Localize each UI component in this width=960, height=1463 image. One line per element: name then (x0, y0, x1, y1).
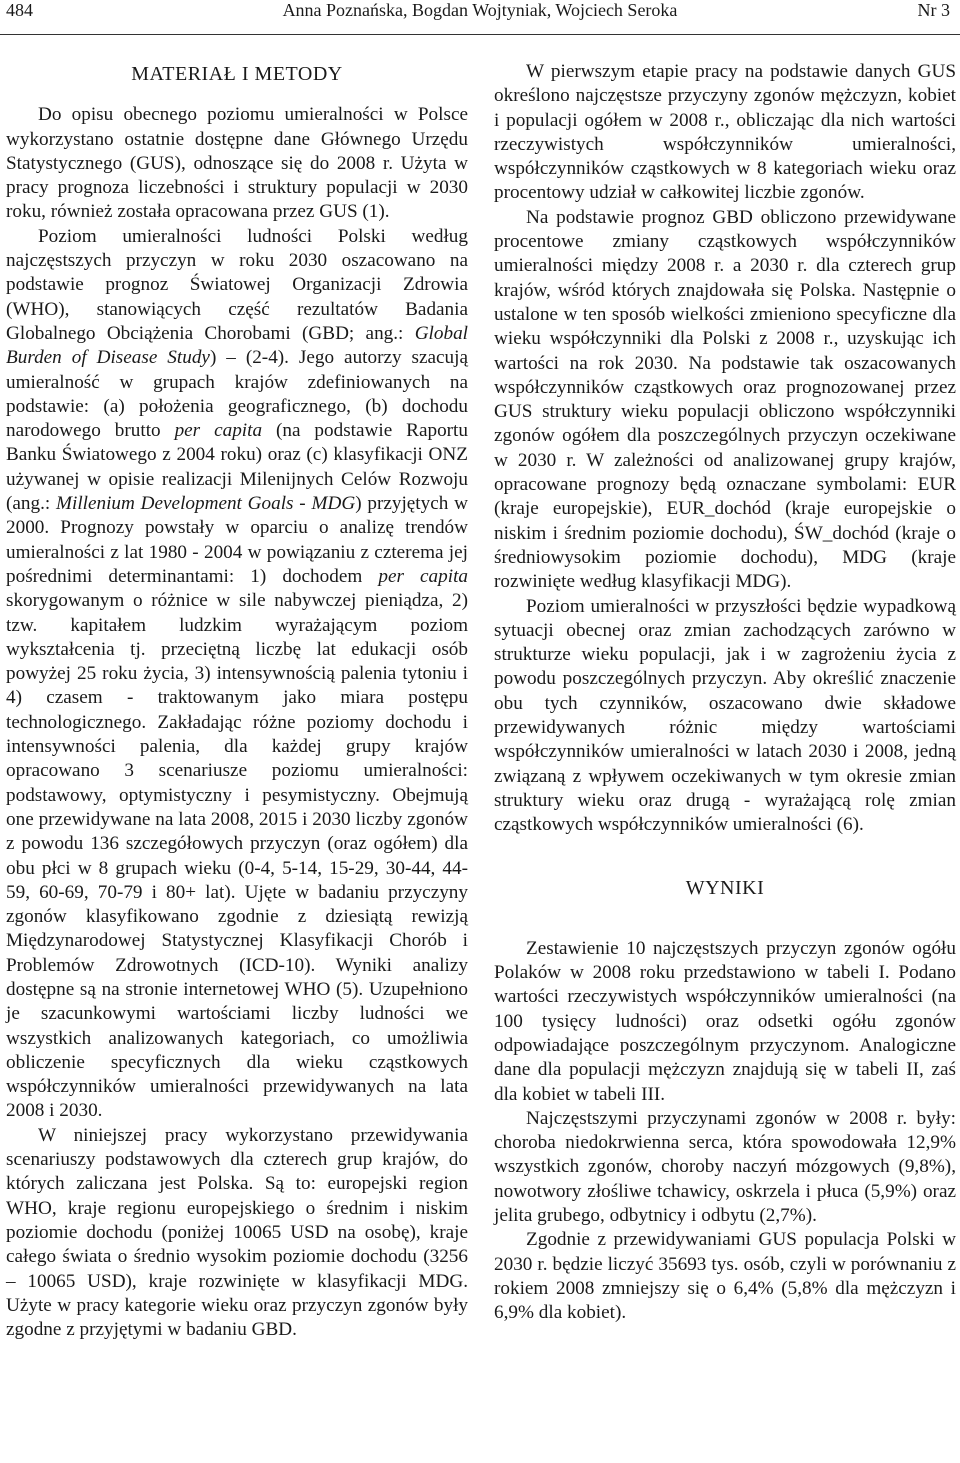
italic-gbd-term: Global Burden of Disease Study (6, 322, 468, 369)
results-paragraph-2: Najczęstszymi przyczynami zgonów w 2008 r. były: choroba niedokrwienna serca, która spowodowała 12,9% wszystkich zgonów, choroby naczyń mózgowych (9,8%), nowotwory złośliwe tchawicy, oskrzela i płuca (5,9%) oraz jelita grubego, odbytnicy i odbytu (2,7%). (494, 1107, 956, 1227)
italic-per-capita-2: per capita (378, 565, 468, 587)
running-header (0, 0, 960, 35)
left-column (6, 60, 468, 1342)
section-heading-results: WYNIKI (685, 876, 765, 899)
results-paragraph-3: Zgodnie z przewidywaniami GUS populacja Polski w 2030 r. będzie liczyć 35693 tys. osób, czyli w porównaniu z rokiem 2008 zmniejszy się o 6,4% (5,8% dla mężczyzn i 6,9% dla kobiet). (494, 1229, 956, 1324)
methods-paragraph-5: Na podstawie prognoz GBD obliczono przewidywane procentowe zmiany cząstkowych współczynników umieralności między 2008 r. a 2030 r. dla czterech grup krajów, wśród których znajdowała się Polska. Następnie o ustalone w ten sposób wielkości zmieniono specyficzne dla wieku współczynniki dla Polski z 2008 r., uzyskując ich wartości na rok 2030. Na podstawie tak oszacowanych współczynników cząstkowych oraz prognozowanej przez GUS struktury wieku populacji obliczono współczynniki zgonów ogółem dla poszczególnych przyczyn oczekiwane w 2030 r. W zależności od analizowanej grupy krajów, opracowane prognozy będą oznaczane symbolami: EUR (kraje europejskie), EUR_dochód (kraje europejskie o niskim i średnim poziomie dochodu), ŚW_dochód (kraje o średniowysokim poziomie dochodu), MDG (kraje rozwinięte według klasyfikacji MDG). (494, 206, 956, 593)
right-column (494, 60, 956, 1326)
section-heading-methods: MATERIAŁ I METODY (131, 63, 343, 85)
italic-mdg-term: Millenium Development Goals - MDG (56, 493, 356, 515)
results-paragraph-1: Zestawienie 10 najczęstszych przyczyn zgonów ogółu Polaków w 2008 roku przedstawiono w tabeli I. Podano wartości rzeczywistych współczynników umieralności (na 100 tysięcy ludności) oraz odsetki ogółu zgonów odpowiadające poszczególnym przyczynom. Analogiczne dane dla populacji mężczyzn znajdują się w tabeli II, zaś dla kobiet w tabeli III. (494, 937, 956, 1105)
page-number: 484 (6, 0, 33, 20)
methods-paragraph-2: Poziom umieralności ludności Polski według najczęstszych przyczyn w roku 2030 oszacowano na podstawie prognoz Światowej Organizacji Zdrowia (WHO), stanowiących część rezultatów Badania Globalnego Obciążenia Chorobami (GBD; ang.: Global Burden of Disease Study) – (2-4). Jego autorzy szacują umieralność w grupach krajów zdefiniowanych na podstawie: (a) położenia geograficznego, (b) dochodu narodowego brutto per capita (na podstawie Raportu Banku Światowego z 2004 roku) oraz (c) klasyfikacji ONZ używanej w opisie realizacji Milenijnych Celów Rozwoju (ang.: Millenium Development Goals - MDG) przyjętych w 2000. Prognozy powstały w oparciu o analizę trendów umieralności z lat 1980 - 2004 w powiązaniu z czterema jej pośrednimi determinantami: 1) dochodem per capita skorygowanym o różnice w sile nabywczej pieniądza, 2) tzw. kapitałem ludzkim wyrażającym poziom wykształcenia tj. przeciętną liczbę lat edukacji osób powyżej 25 roku życia, 3) intensywnością palenia tytoniu i 4) czasem - traktowanym jako miara postępu technologicznego. Zakładając różne poziomy dochodu i intensywności palenia, dla każdej grupy krajów opracowano 3 scenariusze poziomu umieralności: podstawowy, optymistyczny i pesymistyczny. Obejmują one przewidywane na lata 2008, 2015 i 2030 liczby zgonów z powodu 136 szczegółowych przyczyn (oraz ogółem) dla obu płci w 8 grupach wieku (0-4, 5-14, 15-29, 30-44, 44-59, 60-69, 70-79 i 80+ lat). Ujęte w badaniu przyczyny zgonów klasyfikowano zgodnie z dziesiątą rewizją Międzynarodowej Statystycznej Klasyfikacji Chorób i Problemów Zdrowotnych (ICD-10). Wyniki analizy dostępne są na stronie internetowej WHO (5). Uzupełniono je szacunkowymi wartościami liczby ludności we wszystkich analizowanych kategoriach, co umożliwia obliczenie specyficznych dla wieku cząstkowych współczynników umieralności przewidywanych na lata 2008 i 2030. (6, 225, 468, 1122)
methods-paragraph-1: Do opisu obecnego poziomu umieralności w Polsce wykorzystano ostatnie dostępne dane Głównego Urzędu Statystycznego (GUS), odnoszące się do 2008 r. Użyta w pracy prognoza liczebności i struktury populacji w 2030 roku, również została opracowana przez GUS (1). (6, 104, 468, 223)
running-header-authors: Anna Poznańska, Bogdan Wojtyniak, Wojciech Seroka (282, 0, 678, 20)
methods-paragraph-6: Poziom umieralności w przyszłości będzie wypadkową sytuacji obecnej oraz zmian zachodzących zarówno w strukturze wieku populacji, jak i w zagrożeniu życia z powodu poszczególnych przyczyn. Aby określić znaczenie obu tych czynników, oszacowano dwie składowe przewidywanych różnic między wartościami współczynników umieralności w latach 2030 i 2008, jedną związaną z wpływem oczekiwanych w tym okresie zmian struktury wieku oraz drugą - wyrażającą rolę zmian cząstkowych współczynników umieralności (6). (494, 595, 956, 836)
methods-paragraph-3: W niniejszej pracy wykorzystano przewidywania scenariuszy podstawowych dla czterech grup krajów, do których zaliczana jest Polska. Są to: europejski region WHO, kraje regionu europejskiego o średnim i niskim poziomie dochodu (poniżej 10065 USD na osobę), kraje całego świata o średnio wysokim poziomie dochodu (3256 – 10065 USD), kraje rozwinięte w klasyfikacji MDG. Użyte w pracy kategorie wieku oraz przyczyn zgonów były zgodne z przyjętymi w badaniu GBD. (6, 1124, 468, 1341)
methods-paragraph-4: W pierwszym etapie pracy na podstawie danych GUS określono najczęstsze przyczyny zgonów mężczyzn, kobiet i populacji ogółem w 2008 r., obliczając dla nich wartości rzeczywistych współczynników umieralności, współczynników cząstkowych w 8 kategoriach wieku oraz procentowy udział w całkowitej liczbie zgonów. (494, 61, 956, 204)
italic-per-capita: per capita (174, 420, 263, 442)
issue-number: Nr 3 (917, 0, 950, 20)
